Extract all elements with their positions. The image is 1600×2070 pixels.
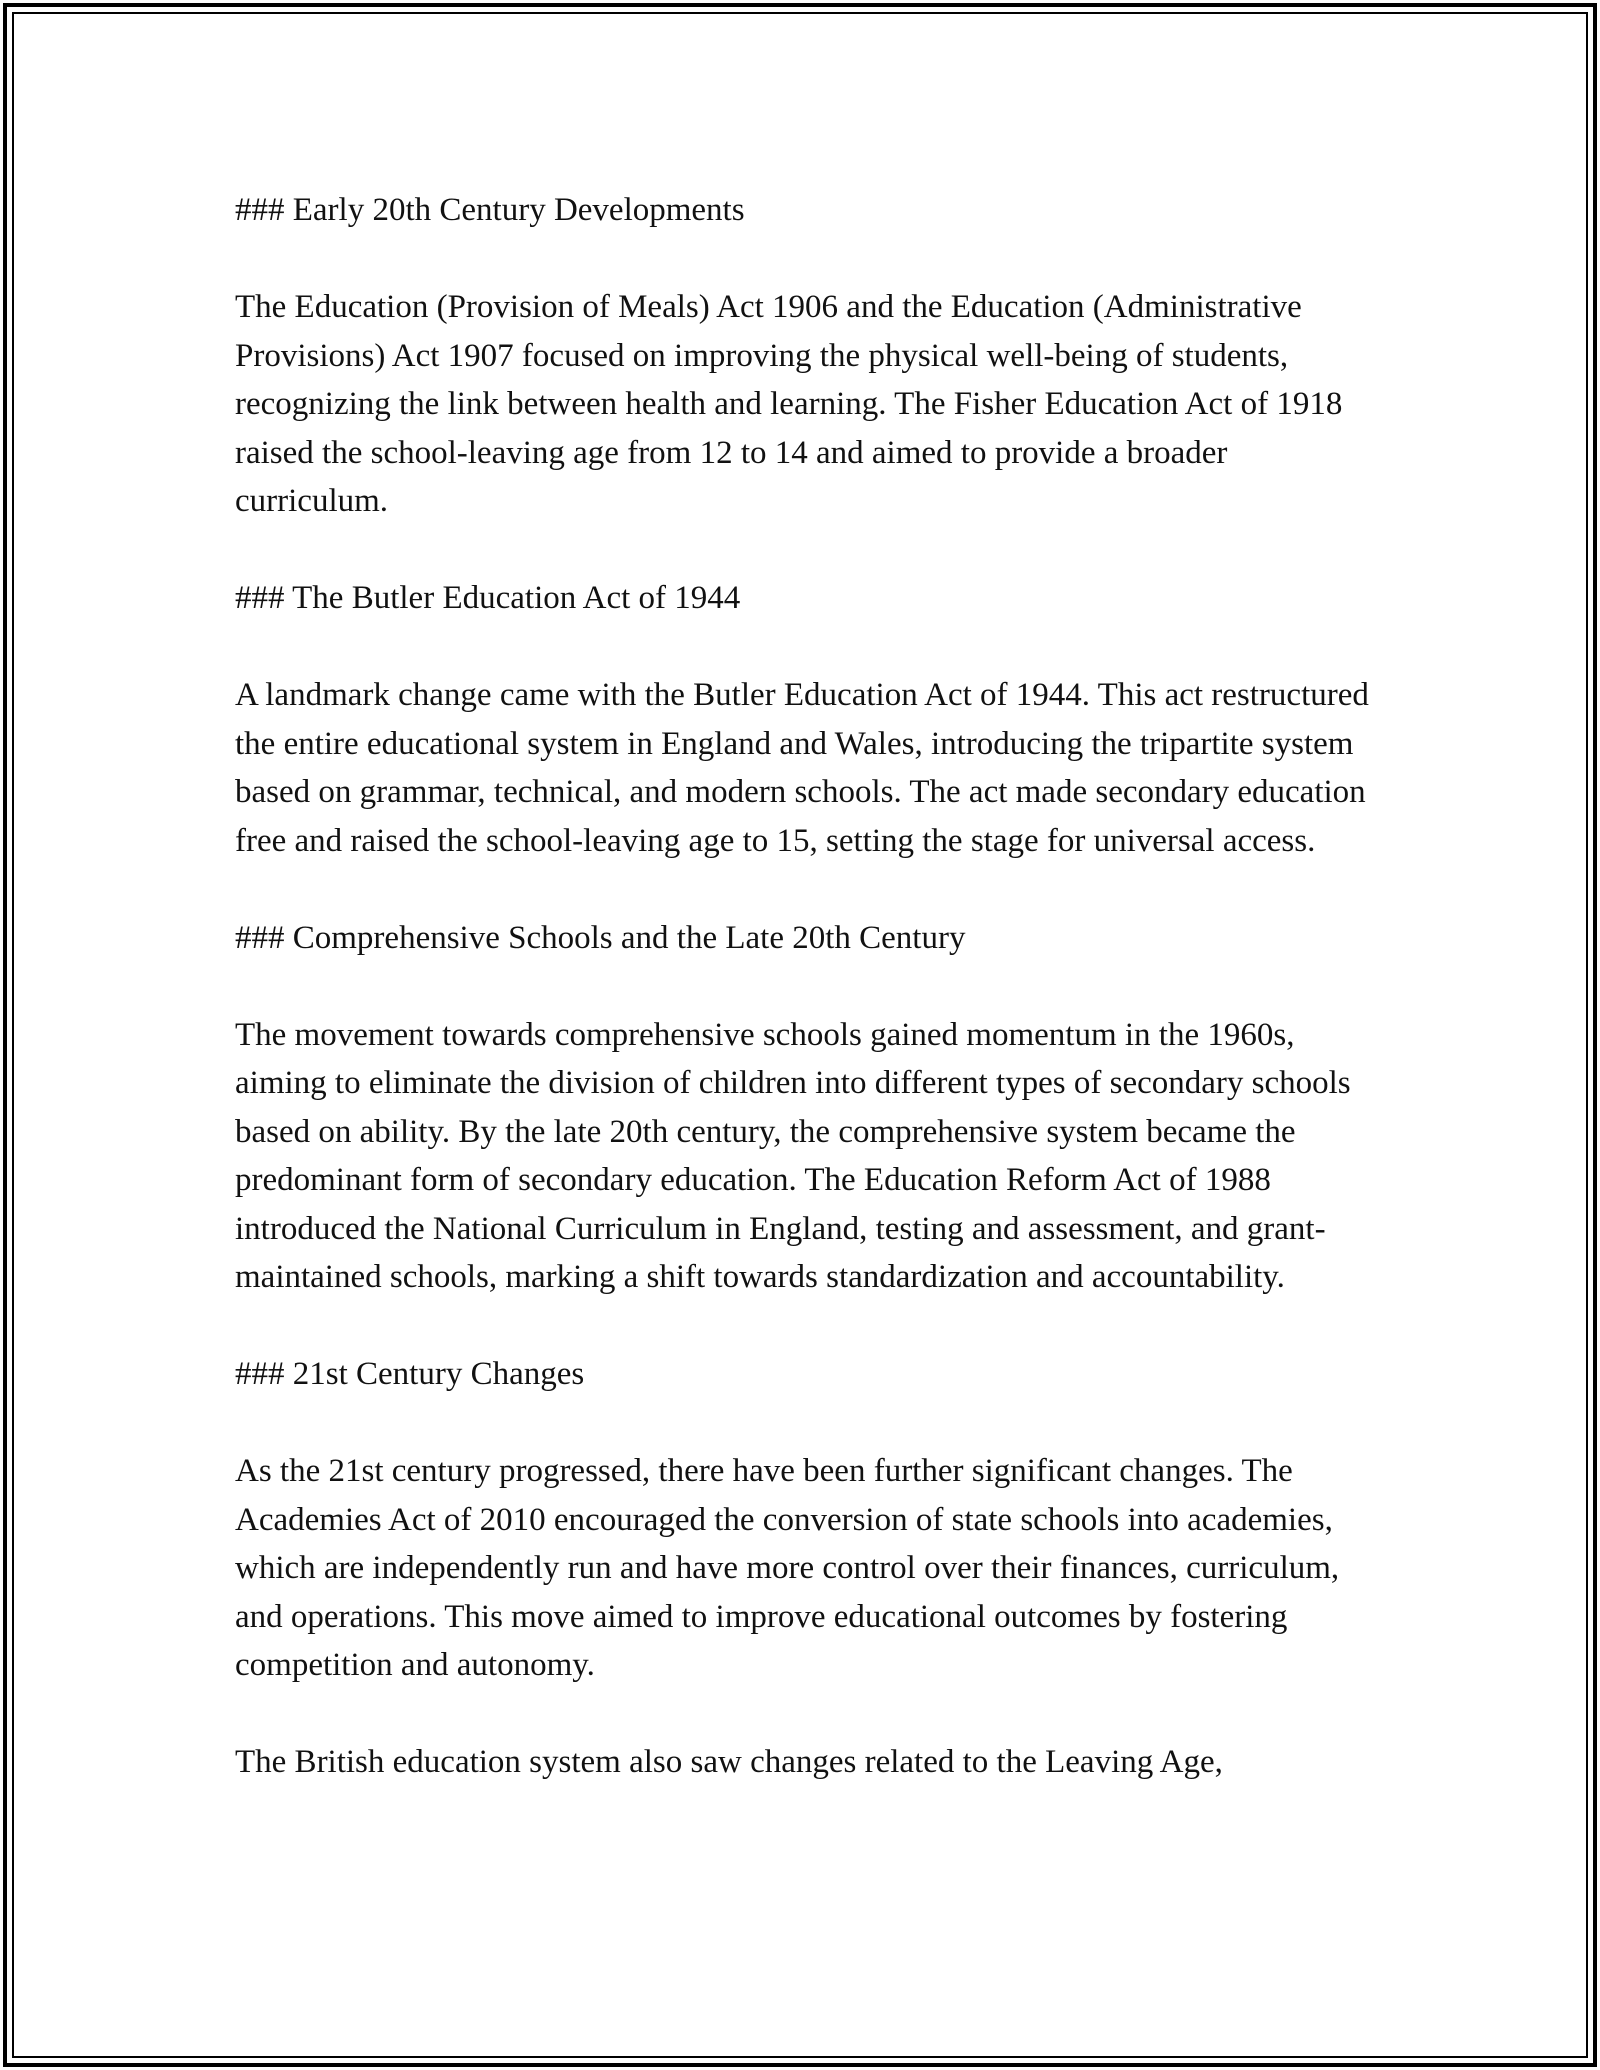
paragraph-butler-act: A landmark change came with the Butler Education Act of 1944. This act restructured the entire educational system in England and Wales, introducing the tripartite system based on grammar, technical, and modern schools. The act made secondary education free and raised the school-leaving age to 15, setting the stage for universal access.	[235, 677, 1369, 859]
section-heading-21st-century: ### 21st Century Changes	[235, 1356, 585, 1392]
section-heading-comprehensive-schools: ### Comprehensive Schools and the Late 20th Century	[235, 919, 966, 956]
paragraph-comprehensive-schools: The movement towards comprehensive schools gained momentum in the 1960s, aiming to eliminate the division of children into different types of secondary schools based on ability. By the late 20th century, the comprehensive system became the predominant form of secondary education. The Education Reform Act of 1988 introduced the National Curriculum in England, testing and assessment, and grant-maintained schools, marking a shift towards standardization and accountability.	[235, 1016, 1351, 1295]
section-heading-butler-act: ### The Butler Education Act of 1944	[235, 580, 741, 616]
section-heading-early-20th-century: ### Early 20th Century Developments	[235, 192, 745, 228]
paragraph-early-20th-century: The Education (Provision of Meals) Act 1906 and the Education (Administrative Provisions) Act 1907 focused on improving the physical well-being of students, recognizing the link between health and learning. The Fisher Education Act of 1918 raised the school-leaving age from 12 to 14 and aimed to provide a broader curriculum.	[235, 289, 1343, 519]
paragraph-leaving-age: The British education system also saw changes related to the Leaving Age,	[235, 1744, 1223, 1780]
paragraph-21st-century: As the 21st century progressed, there have been further significant changes. The Academies Act of 2010 encouraged the conversion of state schools into academies, which are independently run and have more control over their finances, curriculum, and operations. This move aimed to improve educational outcomes by fostering competition and autonomy.	[235, 1453, 1340, 1683]
document-body	[235, 186, 1375, 1787]
